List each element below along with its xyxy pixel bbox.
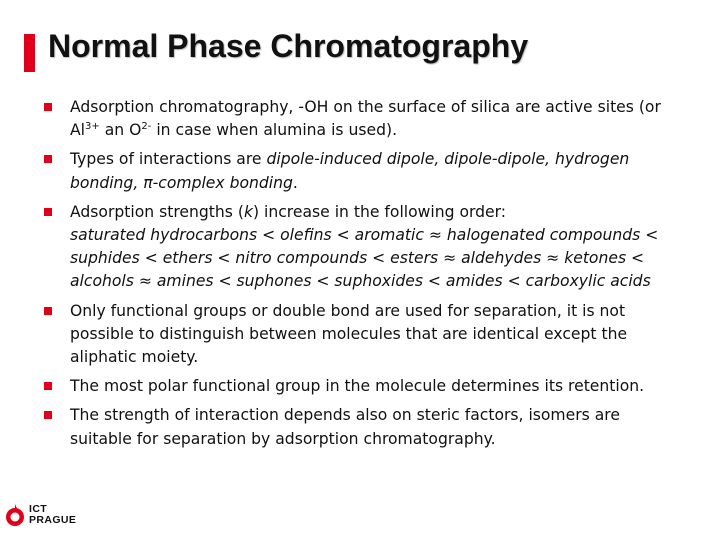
bullet-item-2 — [44, 148, 684, 194]
logo-text — [29, 504, 76, 526]
adsorption-order: saturated hydrocarbons < olefins < aromatic ≈ halogenated compounds < suphides < ethers < nitro compounds < esters ≈ aldehydes ≈ ketones < alcohols ≈ amines < suphones < suphoxides < amides < carboxylic acids — [70, 226, 659, 291]
logo-line-ict: ICT — [29, 503, 48, 515]
bullet-list — [44, 96, 684, 457]
bullet-text: an O — [99, 121, 142, 140]
bullet-text: Only functional groups or double bond are used for separation, it is not possible to distinguish between molecules that are identical except the aliphatic moiety. — [70, 301, 628, 367]
slide-title: Normal Phase Chromatography — [48, 28, 529, 64]
bullet-text: Adsorption strengths ( — [70, 202, 244, 221]
title-accent-bar — [24, 34, 35, 72]
bullet-text: . — [292, 173, 298, 192]
bullet-text: The strength of interaction depends also on steric factors, isomers are suitable for separation by adsorption chromatography. — [70, 406, 620, 448]
bullet-text: in case when alumina is used). — [151, 121, 398, 140]
bullet-text: Types of interactions are — [70, 150, 267, 169]
bullet-square-icon — [44, 411, 52, 419]
logo-line-prague: PRAGUE — [29, 514, 77, 526]
bullet-item-1 — [44, 96, 684, 142]
bullet-text: The most polar functional group in the molecule determines its retention. — [70, 377, 645, 396]
superscript-charge: 3+ — [85, 121, 100, 133]
bullet-square-icon — [44, 382, 52, 390]
bullet-square-icon — [44, 208, 52, 216]
variable-k: k — [243, 202, 253, 221]
bullet-square-icon — [44, 307, 52, 315]
bullet-item-3 — [44, 201, 684, 294]
bullet-text: ) increase in the following order: — [252, 202, 507, 221]
ict-prague-logo — [4, 502, 76, 528]
superscript-charge: 2- — [141, 121, 152, 133]
bullet-square-icon — [44, 103, 52, 111]
bullet-item-4 — [44, 300, 684, 370]
bullet-item-5 — [44, 375, 684, 398]
bullet-square-icon — [44, 155, 52, 163]
interaction-types: dipole-induced dipole, dipole-dipole, hydrogen bonding, π-complex bonding — [70, 150, 630, 192]
ict-prague-logo-icon — [4, 502, 26, 528]
bullet-item-6 — [44, 404, 684, 450]
bullet-text: Adsorption chromatography, -OH on the surface of silica are active sites (or Al — [70, 98, 661, 140]
